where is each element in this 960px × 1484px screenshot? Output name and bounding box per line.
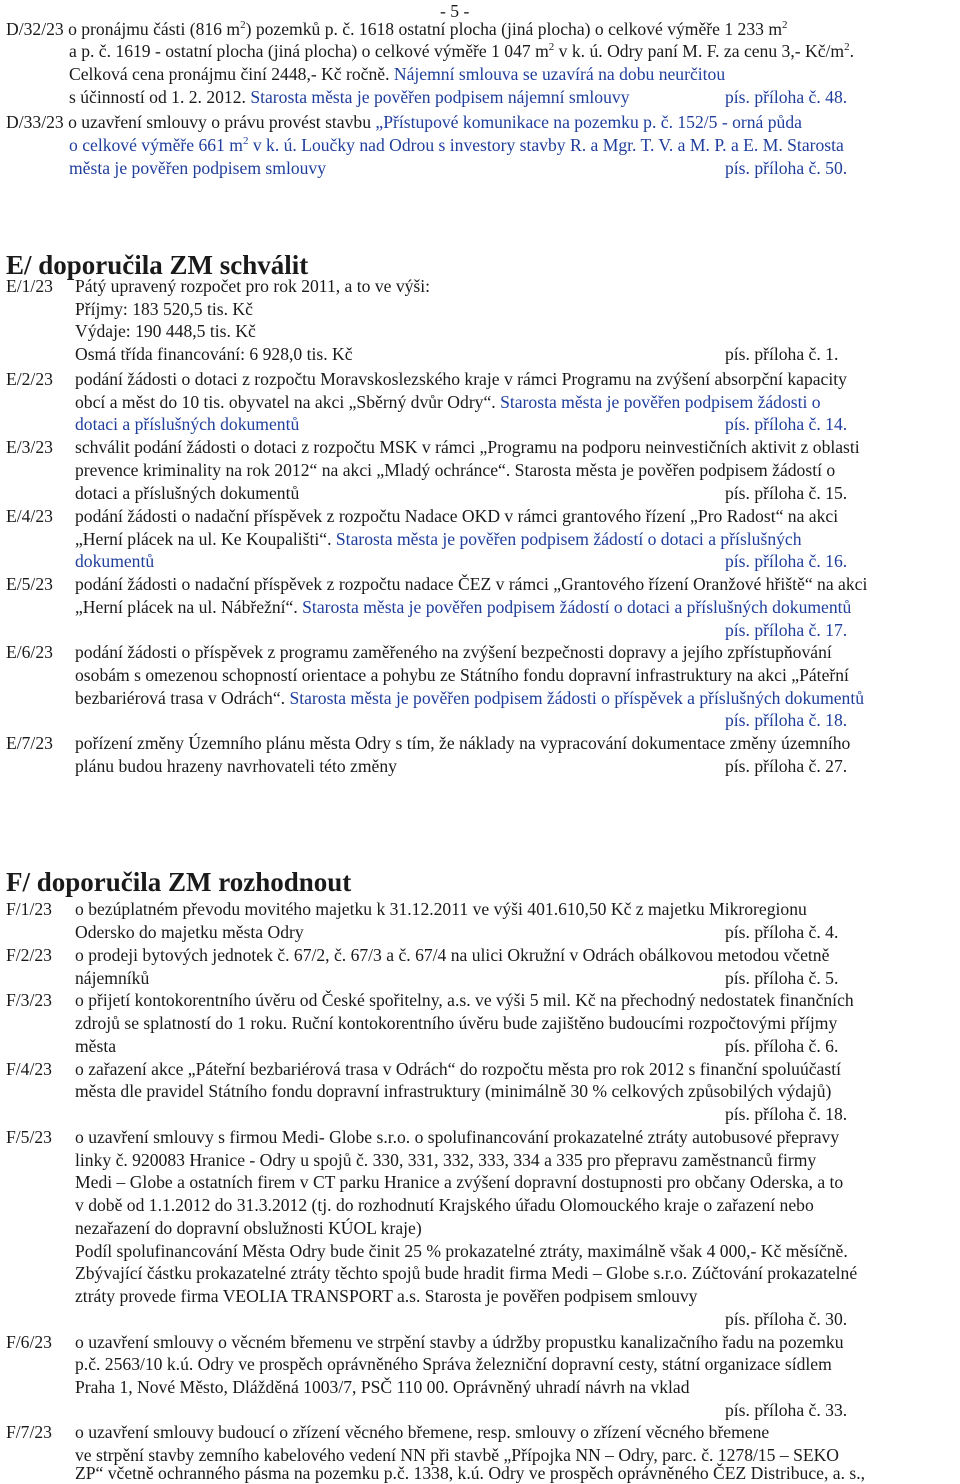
d32-line-1: D/32/23 o pronájmu části (816 $m^2$) pozemků p. č. 1618 ostatní plocha (jiná plocha) o celkové výměře 1 233 $m^2$ xyxy=(6,19,788,39)
e6-attachment: pís. příloha č. 18. xyxy=(725,710,848,730)
d33-attachment: pís. příloha č. 50. xyxy=(725,158,848,178)
e4-attachment: pís. příloha č. 16. xyxy=(725,551,848,571)
e3-line-1: schválit podání žádosti o dotaci z rozpočtu MSK v rámci „Programu na podporu neinvestičních aktivit z oblasti xyxy=(75,437,860,457)
f5-line-1: o uzavření smlouvy s firmou Medi- Globe s.r.o. o spolufinancování prokazatelné ztráty autobusové přepravy xyxy=(75,1127,840,1147)
f7-line-2: ve strpění stavby zemního kabelového vedení NN při stavbě „Přípojka NN – Odry, parc. č. 1278/15 – SEKO xyxy=(75,1445,840,1465)
e6-line-3: bezbariérová trasa v Odrách“. Starosta města je pověřen podpisem žádosti o příspěvek a příslušných dokumentů xyxy=(75,688,865,708)
f5-attachment: pís. příloha č. 30. xyxy=(725,1309,848,1329)
e4-line-3: dokumentů xyxy=(75,551,155,571)
f1-attachment: pís. příloha č. 4. xyxy=(725,922,839,942)
f3-line-2: zdrojů se splatností do 1 roku. Ruční kontokorentního úvěru bude zajištěno budoucími rozpočtovými příjmy xyxy=(75,1013,838,1033)
e4-line-2: „Herní plácek na ul. Ke Koupališti“. Starosta města je pověřen podpisem žádostí o dotaci a příslušných xyxy=(75,529,802,549)
e1-line-4: Osmá třída financování: 6 928,0 tis. Kč xyxy=(75,344,353,364)
e2-line-2: obcí a měst do 10 tis. obyvatel na akci „Sběrný dvůr Odry“. Starosta města je pověřen podpisem žádosti o xyxy=(75,392,821,412)
e7-line-1: pořízení změny Územního plánu města Odry s tím, že náklady na vypracování dokumentace změny územního xyxy=(75,733,851,753)
e2-id: E/2/23 xyxy=(6,369,53,389)
e7-line-2: plánu budou hrazeny navrhovateli této změny xyxy=(75,756,397,776)
e5-attachment: pís. příloha č. 17. xyxy=(725,620,848,640)
f6-attachment: pís. příloha č. 33. xyxy=(725,1400,848,1420)
e3-line-2: prevence kriminality na rok 2012“ na akci „Mladý ochránce“. Starosta města je pověřen podpisem žádostí o xyxy=(75,460,836,480)
f2-id: F/2/23 xyxy=(6,945,52,965)
f5-id: F/5/23 xyxy=(6,1127,52,1147)
f1-line-2: Odersko do majetku města Odry xyxy=(75,922,304,942)
e6-line-1: podání žádosti o příspěvek z programu zaměřeného na zvýšení bezpečnosti dopravy a jejího zpřístupňování xyxy=(75,642,832,662)
f1-line-1: o bezúplatném převodu movitého majetku k 31.12.2011 ve výši 401.610,50 Kč z majetku Mikroregionu xyxy=(75,899,807,919)
e5-line-1: podání žádosti o nadační příspěvek z rozpočtu nadace ČEZ v rámci „Grantového řízení Oranžové hřiště“ na akci xyxy=(75,574,868,594)
f1-id: F/1/23 xyxy=(6,899,52,919)
f6-line-3: Praha 1, Nové Město, Dlážděná 1003/7, PSČ 110 00. Oprávněný uhradí návrh na vklad xyxy=(75,1377,690,1397)
e4-line-1: podání žádosti o nadační příspěvek z rozpočtu Nadace OKD v rámci grantového řízení „Pro Radost“ na akci xyxy=(75,506,839,526)
e5-line-2: „Herní plácek na ul. Nábřežní“. Starosta města je pověřen podpisem žádostí o dotaci a příslušných dokumentů xyxy=(75,597,852,617)
f5-line-5: nezařazení do dopravní obslužnosti KÚOL kraje) xyxy=(75,1218,422,1238)
f5-line-7: Zbývající částku prokazatelné ztráty těchto spojů bude hradit firma Medi – Globe s.r.o. Zúčtování prokazatelné xyxy=(75,1263,858,1283)
f3-line-3: města xyxy=(75,1036,117,1056)
f5-line-8: ztráty provede firma VEOLIA TRANSPORT a.s. Starosta je pověřen podpisem smlouvy xyxy=(75,1286,698,1306)
d32-line-2: a p. č. 1619 - ostatní plocha (jiná plocha) o celkové výměře 1 047 $m^2$ v k. ú. Odry paní M. F. za cenu 3,- $Kč/m^2$. xyxy=(69,41,854,61)
e1-attachment: pís. příloha č. 1. xyxy=(725,344,839,364)
f3-id: F/3/23 xyxy=(6,990,52,1010)
e3-attachment: pís. příloha č. 15. xyxy=(725,483,848,503)
d32-attachment: pís. příloha č. 48. xyxy=(725,87,848,107)
e2-line-3: dotaci a příslušných dokumentů xyxy=(75,414,300,434)
f7-id: F/7/23 xyxy=(6,1422,52,1442)
e6-line-2: osobám s omezenou schopností orientace a pohybu ze Státního fondu dopravní infrastruktury na akci „Páteřní xyxy=(75,665,849,685)
f5-line-4: v době od 1.1.2012 do 31.3.2012 (tj. do rozhodnutí Krajského úřadu Olomouckého kraje o zařazení nebo xyxy=(75,1195,814,1215)
f6-line-2: p.č. 2563/10 k.ú. Odry ve prospěch oprávněného Správa železniční dopravní cesty, státní organizace sídlem xyxy=(75,1354,832,1374)
d33-line-2: o celkové výměře 661 $m^2$ v k. ú. Loučky nad Odrou s investory stavby R. a Mgr. T. V. a M. P. a E. M. Starosta xyxy=(69,135,844,155)
f4-attachment: pís. příloha č. 18. xyxy=(725,1104,848,1124)
f4-id: F/4/23 xyxy=(6,1059,52,1079)
e3-line-3: dotaci a příslušných dokumentů xyxy=(75,483,300,503)
e1-line-3: Výdaje: 190 448,5 tis. Kč xyxy=(75,321,256,341)
f7-line-3: ZP“ včetně ochranného pásma na pozemku p.č. 1338, k.ú. Odry ve prospěch oprávněného ČEZ Distribuce, a. s., xyxy=(75,1463,866,1483)
f6-line-1: o uzavření smlouvy o věcném břemenu ve strpění stavby a údržby propustku kanalizačního řadu na pozemku xyxy=(75,1332,844,1352)
f2-attachment: pís. příloha č. 5. xyxy=(725,968,839,988)
section-f-heading: F/ doporučila ZM rozhodnout xyxy=(6,867,352,897)
f3-attachment: pís. příloha č. 6. xyxy=(725,1036,839,1056)
e7-attachment: pís. příloha č. 27. xyxy=(725,756,848,776)
e1-id: E/1/23 xyxy=(6,276,53,296)
page-number: - 5 - xyxy=(440,1,470,21)
f2-line-2: nájemníků xyxy=(75,968,150,988)
e6-id: E/6/23 xyxy=(6,642,53,662)
e4-id: E/4/23 xyxy=(6,506,53,526)
d32-line-3: Celková cena pronájmu činí 2448,- Kč ročně. Nájemní smlouva se uzavírá na dobu neurčitou xyxy=(69,64,726,84)
e3-id: E/3/23 xyxy=(6,437,53,457)
e2-line-1: podání žádosti o dotaci z rozpočtu Moravskoslezského kraje v rámci Programu na zvýšení absorpční kapacity xyxy=(75,369,847,389)
d33-line-1: D/33/23 o uzavření smlouvy o právu provést stavbu „Přístupové komunikace na pozemku p. č. 152/5 - orná půda xyxy=(6,112,802,132)
f3-line-1: o přijetí kontokorentního úvěru od České spořitelny, a.s. ve výši 5 mil. Kč na přechodný nedostatek finančních xyxy=(75,990,854,1010)
f5-line-3: Medi – Globe a ostatních firem v CT parku Hranice a zvýšení dopravní dostupnosti pro občany Oderska, a to xyxy=(75,1172,844,1192)
e1-line-2: Příjmy: 183 520,5 tis. Kč xyxy=(75,299,253,319)
d32-line-4: s účinností od 1. 2. 2012. Starosta města je pověřen podpisem nájemní smlouvy xyxy=(69,87,630,107)
f2-line-1: o prodeji bytových jednotek č. 67/2, č. 67/3 a č. 67/4 na ulici Okružní v Odrách obálkovou metodou včetně xyxy=(75,945,830,965)
f5-line-6: Podíl spolufinancování Města Odry bude činit 25 % prokazatelné ztráty, maximálně však 4 000,- Kč měsíčně. xyxy=(75,1241,848,1261)
e1-line-1: Pátý upravený rozpočet pro rok 2011, a to ve výši: xyxy=(75,276,431,296)
section-e-heading: E/ doporučila ZM schválit xyxy=(6,250,309,280)
f7-line-1: o uzavření smlouvy budoucí o zřízení věcného břemene, resp. smlouvy o zřízení věcného břemene xyxy=(75,1422,770,1442)
f5-line-2: linky č. 920083 Hranice - Odry u spojů č. 330, 331, 332, 333, 334 a 335 pro přepravu zaměstnanců firmy xyxy=(75,1150,817,1170)
e7-id: E/7/23 xyxy=(6,733,53,753)
f6-id: F/6/23 xyxy=(6,1332,52,1352)
f4-line-2: města dle pravidel Státního fondu dopravní infrastruktury (minimálně 30 % celkových způsobilých výdajů) xyxy=(75,1081,832,1101)
f4-line-1: o zařazení akce „Páteřní bezbariérová trasa v Odrách“ do rozpočtu města pro rok 2012 s finanční spoluúčastí xyxy=(75,1059,841,1079)
e5-id: E/5/23 xyxy=(6,574,53,594)
e2-attachment: pís. příloha č. 14. xyxy=(725,414,848,434)
d33-line-3: města je pověřen podpisem smlouvy xyxy=(69,158,327,178)
